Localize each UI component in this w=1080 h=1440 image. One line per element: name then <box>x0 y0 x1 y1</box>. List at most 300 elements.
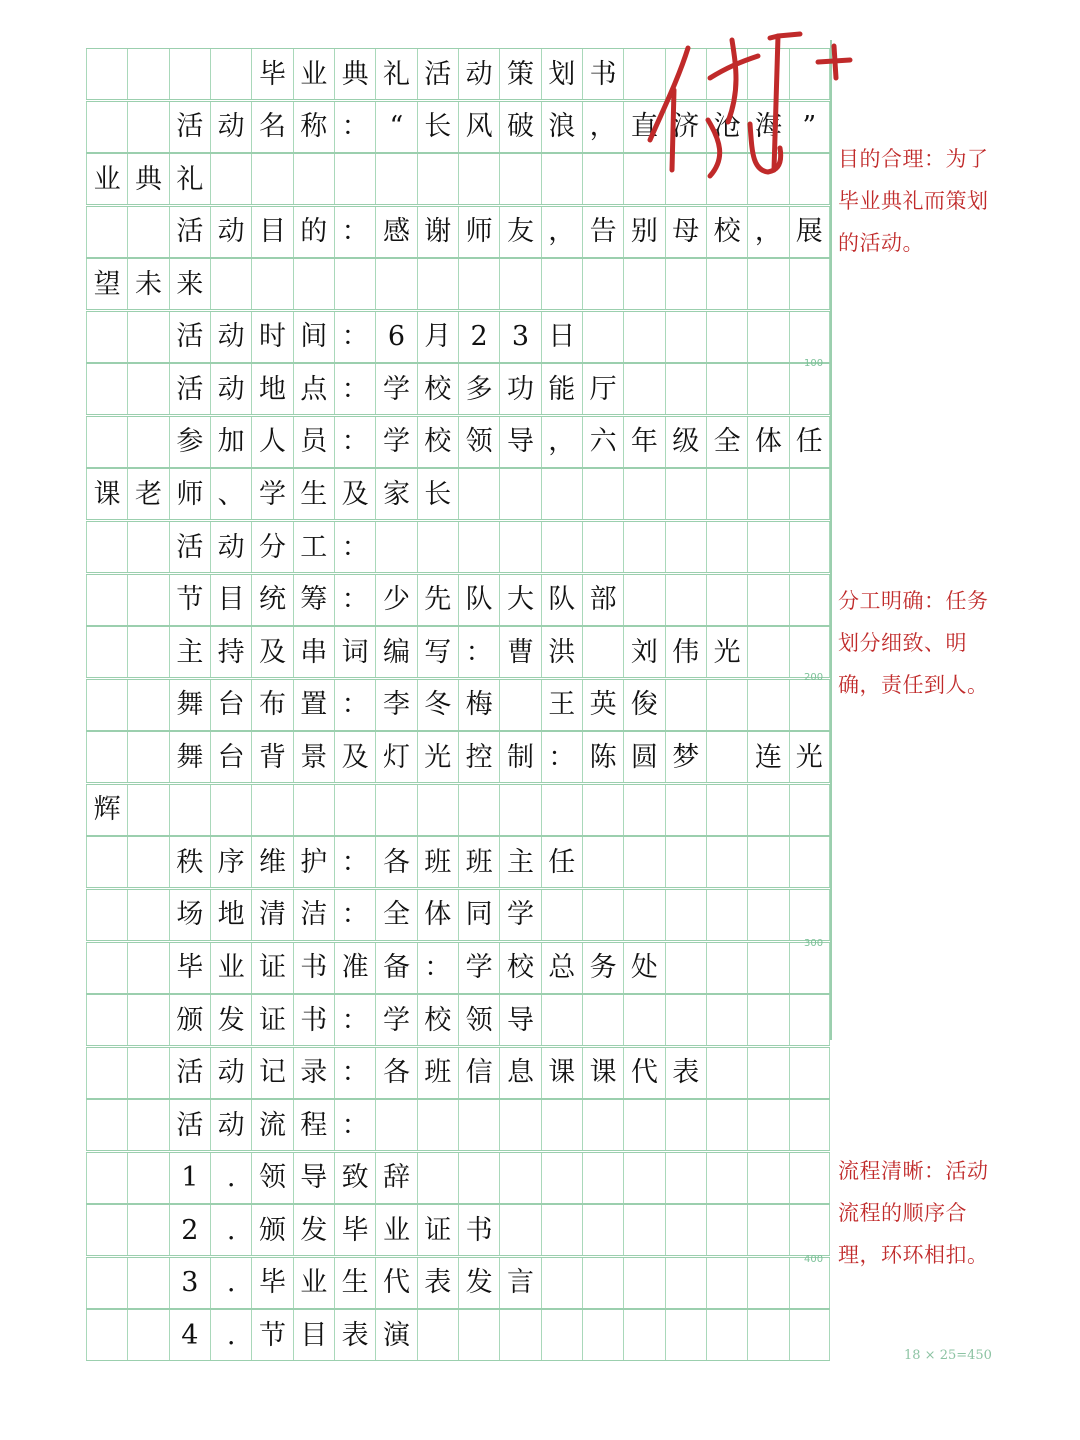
char-counter-300: 300 <box>804 938 824 949</box>
grid-cell: 沧 <box>706 102 747 152</box>
grid-cell: 能 <box>541 364 582 414</box>
grid-cell: . <box>210 1205 251 1255</box>
grid-cell <box>86 1048 127 1098</box>
grid-cell <box>86 890 127 940</box>
grid-cell <box>665 259 706 309</box>
grid-cell: 礼 <box>375 49 416 99</box>
grid-cell <box>499 259 540 309</box>
grid-cell: ： <box>541 732 582 782</box>
grid-cell: 记 <box>251 1048 292 1098</box>
grid-cell: 发 <box>210 995 251 1045</box>
grid-cell <box>623 1153 664 1203</box>
grid-cell <box>251 154 292 204</box>
grid-cell: 编 <box>375 627 416 677</box>
grid-cell: 任 <box>789 417 830 467</box>
grid-cell: 长 <box>417 102 458 152</box>
grid-cell: ： <box>458 627 499 677</box>
grid-cell: 点 <box>293 364 334 414</box>
grid-cell: 书 <box>293 943 334 993</box>
grid-cell <box>582 1153 623 1203</box>
grid-cell <box>789 627 830 677</box>
grid-cell <box>706 364 747 414</box>
grid-cell: 日 <box>541 312 582 362</box>
grid-cell: 程 <box>293 1100 334 1150</box>
grid-cell <box>623 1100 664 1150</box>
grid-cell <box>623 364 664 414</box>
grid-cell <box>582 1258 623 1308</box>
grid-cell <box>706 312 747 362</box>
grid-cell <box>789 522 830 572</box>
grid-cell <box>293 154 334 204</box>
grid-cell: 活 <box>169 312 210 362</box>
grid-cell <box>499 1310 540 1360</box>
grid-cell: 课 <box>541 1048 582 1098</box>
grid-cell <box>623 522 664 572</box>
grid-cell <box>747 943 788 993</box>
grid-cell <box>665 837 706 887</box>
grid-row <box>86 1099 830 1151</box>
teacher-note-purpose: 目的合理：为了毕业典礼而策划的活动。 <box>838 147 989 255</box>
grid-cell <box>541 1258 582 1308</box>
grid-cell <box>86 49 127 99</box>
grid-cell: 发 <box>293 1205 334 1255</box>
grid-cell: 台 <box>210 732 251 782</box>
grid-cell <box>582 1205 623 1255</box>
grid-cell <box>251 259 292 309</box>
grid-cell: 导 <box>499 417 540 467</box>
grid-cell <box>706 732 747 782</box>
grid-cell: ： <box>334 522 375 572</box>
grid-cell: 景 <box>293 732 334 782</box>
grid-cell: 人 <box>251 417 292 467</box>
grid-cell: 准 <box>334 943 375 993</box>
grid-cell <box>127 680 168 730</box>
grid-cell: 校 <box>499 943 540 993</box>
grid-cell <box>417 522 458 572</box>
grid-cell: 2 <box>169 1205 210 1255</box>
grid-cell: 动 <box>210 1048 251 1098</box>
grid-cell <box>789 364 830 414</box>
grid-cell: 冬 <box>417 680 458 730</box>
grid-cell: ： <box>334 312 375 362</box>
grid-cell: 台 <box>210 680 251 730</box>
grid-cell: ” <box>789 102 830 152</box>
grid-cell <box>127 732 168 782</box>
grid-cell: 全 <box>375 890 416 940</box>
grid-cell: 领 <box>251 1153 292 1203</box>
grid-cell <box>458 1310 499 1360</box>
grid-cell <box>127 207 168 257</box>
grid-cell: 舞 <box>169 680 210 730</box>
grid-cell: 布 <box>251 680 292 730</box>
grid-cell <box>127 49 168 99</box>
grid-cell: 业 <box>375 1205 416 1255</box>
grid-cell: ， <box>582 102 623 152</box>
grid-row <box>86 521 830 573</box>
grid-cell <box>169 49 210 99</box>
grid-cell <box>127 943 168 993</box>
grid-cell: 师 <box>458 207 499 257</box>
grid-cell: ： <box>334 207 375 257</box>
grid-cell <box>789 890 830 940</box>
grid-cell: 业 <box>293 49 334 99</box>
grid-cell: 及 <box>334 469 375 519</box>
grid-cell: 舞 <box>169 732 210 782</box>
grid-cell: 梅 <box>458 680 499 730</box>
grid-cell: 伟 <box>665 627 706 677</box>
grid-cell: 处 <box>623 943 664 993</box>
grid-cell <box>127 837 168 887</box>
grid-cell: 谢 <box>417 207 458 257</box>
grid-cell <box>582 627 623 677</box>
grid-cell <box>293 259 334 309</box>
grid-cell <box>541 785 582 835</box>
grid-cell <box>665 890 706 940</box>
grid-cell: 工 <box>293 522 334 572</box>
grid-cell <box>623 837 664 887</box>
grid-cell <box>747 785 788 835</box>
grid-cell <box>86 312 127 362</box>
grid-cell <box>747 1258 788 1308</box>
grid-cell: 代 <box>375 1258 416 1308</box>
grid-cell <box>706 995 747 1045</box>
grid-cell: 名 <box>251 102 292 152</box>
grid-cell <box>623 312 664 362</box>
grid-cell <box>375 522 416 572</box>
grid-cell: ： <box>334 417 375 467</box>
grid-cell: ， <box>541 207 582 257</box>
grid-cell: 持 <box>210 627 251 677</box>
grid-cell: ： <box>334 364 375 414</box>
grid-cell <box>789 259 830 309</box>
grid-cell: 毕 <box>251 49 292 99</box>
grid-cell: 校 <box>417 995 458 1045</box>
grid-cell: 李 <box>375 680 416 730</box>
grid-cell <box>665 1258 706 1308</box>
grid-cell <box>789 1258 830 1308</box>
grid-cell: 母 <box>665 207 706 257</box>
grid-cell <box>706 785 747 835</box>
grid-cell <box>706 1205 747 1255</box>
grid-cell: 员 <box>293 417 334 467</box>
grid-row <box>86 1309 830 1361</box>
grid-cell: ： <box>334 102 375 152</box>
grid-cell <box>499 680 540 730</box>
grid-cell <box>86 522 127 572</box>
grid-cell: 参 <box>169 417 210 467</box>
grid-cell <box>582 154 623 204</box>
grid-cell: 领 <box>458 417 499 467</box>
grid-cell <box>127 102 168 152</box>
grid-cell <box>127 417 168 467</box>
grid-cell: 动 <box>210 1100 251 1150</box>
grid-cell: 发 <box>458 1258 499 1308</box>
grid-cell <box>86 1310 127 1360</box>
grid-cell <box>375 1100 416 1150</box>
grid-cell: 控 <box>458 732 499 782</box>
grid-cell: 代 <box>623 1048 664 1098</box>
grid-cell <box>582 995 623 1045</box>
grid-cell: 毕 <box>169 943 210 993</box>
grid-cell <box>706 1100 747 1150</box>
grid-cell: . <box>210 1310 251 1360</box>
grid-cell: 全 <box>706 417 747 467</box>
grid-cell: 动 <box>210 312 251 362</box>
grid-cell: 词 <box>334 627 375 677</box>
grid-cell <box>665 522 706 572</box>
grid-cell <box>458 154 499 204</box>
grid-cell <box>747 995 788 1045</box>
grid-row <box>86 1204 830 1256</box>
grid-cell <box>623 890 664 940</box>
grid-cell <box>623 469 664 519</box>
grid-cell: 言 <box>499 1258 540 1308</box>
grid-cell: ： <box>334 890 375 940</box>
grid-cell <box>86 364 127 414</box>
grid-cell: 录 <box>293 1048 334 1098</box>
grid-cell: 队 <box>541 575 582 625</box>
grid-row <box>86 258 830 310</box>
grid-cell: 典 <box>127 154 168 204</box>
grid-cell <box>86 1100 127 1150</box>
grid-cell: 活 <box>169 522 210 572</box>
grid-cell: 友 <box>499 207 540 257</box>
grid-cell <box>86 680 127 730</box>
grid-cell: 目 <box>210 575 251 625</box>
grid-cell: ： <box>334 680 375 730</box>
grid-cell: 时 <box>251 312 292 362</box>
grid-row <box>86 363 830 415</box>
grid-cell <box>127 1310 168 1360</box>
grid-cell: 活 <box>169 364 210 414</box>
grid-cell: 班 <box>458 837 499 887</box>
grid-cell <box>789 995 830 1045</box>
grid-cell: 课 <box>86 469 127 519</box>
grid-cell: 及 <box>251 627 292 677</box>
grid-cell: 刘 <box>623 627 664 677</box>
grid-cell <box>251 785 292 835</box>
grid-cell <box>747 1048 788 1098</box>
grid-cell: 书 <box>458 1205 499 1255</box>
grid-cell: ， <box>747 207 788 257</box>
grid-cell <box>706 1048 747 1098</box>
grid-cell <box>210 49 251 99</box>
grid-cell <box>458 469 499 519</box>
grid-cell <box>541 1310 582 1360</box>
grid-cell: 制 <box>499 732 540 782</box>
grid-cell: 业 <box>210 943 251 993</box>
grid-cell <box>127 364 168 414</box>
grid-cell: 证 <box>417 1205 458 1255</box>
grid-cell: 业 <box>86 154 127 204</box>
grid-cell: 厅 <box>582 364 623 414</box>
grid-row <box>86 311 830 363</box>
grid-cell <box>706 680 747 730</box>
grid-cell <box>665 785 706 835</box>
grid-cell <box>747 1100 788 1150</box>
grid-cell <box>541 1100 582 1150</box>
grid-cell: 6 <box>375 312 416 362</box>
grid-cell: 置 <box>293 680 334 730</box>
grid-cell: 辉 <box>86 785 127 835</box>
grid-cell: 洪 <box>541 627 582 677</box>
grid-cell <box>210 259 251 309</box>
writing-grid <box>86 48 830 1362</box>
grid-cell <box>706 469 747 519</box>
grid-cell <box>665 1205 706 1255</box>
grid-cell: 地 <box>210 890 251 940</box>
grid-cell: ： <box>334 1100 375 1150</box>
grid-cell <box>127 1100 168 1150</box>
grid-cell: 王 <box>541 680 582 730</box>
grid-cell: 毕 <box>251 1258 292 1308</box>
grid-cell <box>623 995 664 1045</box>
grid-cell <box>665 680 706 730</box>
grid-cell <box>582 837 623 887</box>
grid-cell: 梦 <box>665 732 706 782</box>
grid-cell <box>334 154 375 204</box>
grid-cell: 颁 <box>169 995 210 1045</box>
grid-cell <box>789 680 830 730</box>
teacher-note-division: 分工明确：任务划分细致、明确，责任到人。 <box>838 589 989 697</box>
grid-cell: 典 <box>334 49 375 99</box>
char-counter-400: 400 <box>804 1254 824 1265</box>
grid-cell: 1 <box>169 1153 210 1203</box>
grid-cell <box>86 732 127 782</box>
grid-cell: 班 <box>417 837 458 887</box>
grid-row <box>86 836 830 888</box>
grid-cell: 部 <box>582 575 623 625</box>
grid-cell <box>665 1310 706 1360</box>
grid-cell: 场 <box>169 890 210 940</box>
grid-cell: “ <box>375 102 416 152</box>
grid-cell <box>499 522 540 572</box>
grid-cell: 序 <box>210 837 251 887</box>
grid-cell: 光 <box>706 627 747 677</box>
grid-cell: 学 <box>251 469 292 519</box>
grid-cell: 灯 <box>375 732 416 782</box>
grid-cell <box>789 575 830 625</box>
grid-cell <box>127 575 168 625</box>
grid-cell: 动 <box>210 102 251 152</box>
grid-cell: 动 <box>210 364 251 414</box>
grid-cell: 家 <box>375 469 416 519</box>
grid-cell <box>458 1153 499 1203</box>
grid-cell: 总 <box>541 943 582 993</box>
grid-cell: 学 <box>375 364 416 414</box>
grid-cell: 学 <box>458 943 499 993</box>
grid-cell: 来 <box>169 259 210 309</box>
grid-cell: 信 <box>458 1048 499 1098</box>
grid-cell: 曹 <box>499 627 540 677</box>
grid-cell: 生 <box>293 469 334 519</box>
grid-cell: 动 <box>210 207 251 257</box>
grid-cell <box>582 1100 623 1150</box>
grid-cell <box>127 1258 168 1308</box>
grid-cell: 未 <box>127 259 168 309</box>
grid-cell <box>789 312 830 362</box>
grid-cell: 光 <box>417 732 458 782</box>
grid-cell <box>499 154 540 204</box>
char-counter-100: 100 <box>804 358 824 369</box>
grid-cell <box>541 522 582 572</box>
grid-cell: 多 <box>458 364 499 414</box>
grid-cell: 大 <box>499 575 540 625</box>
grid-cell: 动 <box>458 49 499 99</box>
grid-cell: 节 <box>169 575 210 625</box>
grid-cell <box>86 837 127 887</box>
grid-cell <box>582 259 623 309</box>
grid-cell: 活 <box>169 1048 210 1098</box>
grid-row <box>86 1257 830 1309</box>
grid-cell: ： <box>334 1048 375 1098</box>
grid-cell <box>665 575 706 625</box>
grid-cell <box>86 1258 127 1308</box>
grid-cell <box>665 1153 706 1203</box>
grid-cell: 息 <box>499 1048 540 1098</box>
grid-cell: 六 <box>582 417 623 467</box>
grid-cell <box>747 627 788 677</box>
grid-cell <box>541 890 582 940</box>
grid-row <box>86 206 830 258</box>
grid-cell: 直 <box>623 102 664 152</box>
grid-cell: 济 <box>665 102 706 152</box>
grid-cell: 同 <box>458 890 499 940</box>
grid-row <box>86 679 830 731</box>
grid-cell <box>706 837 747 887</box>
grid-cell: 清 <box>251 890 292 940</box>
grid-cell <box>499 785 540 835</box>
grid-cell <box>499 1205 540 1255</box>
grid-cell: 书 <box>582 49 623 99</box>
grid-cell <box>582 890 623 940</box>
grid-cell <box>706 943 747 993</box>
grid-cell: 3 <box>499 312 540 362</box>
grid-cell <box>665 364 706 414</box>
grid-cell <box>623 575 664 625</box>
grid-cell: 辞 <box>375 1153 416 1203</box>
grid-cell: 目 <box>251 207 292 257</box>
grid-cell: 导 <box>293 1153 334 1203</box>
grid-row <box>86 468 830 520</box>
grid-cell <box>541 1205 582 1255</box>
grid-cell <box>86 102 127 152</box>
grid-cell <box>582 1310 623 1360</box>
grid-cell <box>499 469 540 519</box>
grid-cell <box>499 1153 540 1203</box>
grid-cell <box>127 1048 168 1098</box>
grid-cell <box>127 995 168 1045</box>
grid-cell <box>417 1100 458 1150</box>
grid-cell <box>789 1205 830 1255</box>
grid-cell: 队 <box>458 575 499 625</box>
grid-cell: 破 <box>499 102 540 152</box>
grid-cell: 课 <box>582 1048 623 1098</box>
grid-cell <box>789 1100 830 1150</box>
grid-cell: 学 <box>375 417 416 467</box>
grid-cell <box>86 1153 127 1203</box>
grid-cell <box>127 627 168 677</box>
grid-cell <box>623 1310 664 1360</box>
grid-cell: 背 <box>251 732 292 782</box>
grid-cell <box>417 1153 458 1203</box>
teacher-note-process: 流程清晰：活动流程的顺序合理，环环相扣。 <box>838 1159 989 1267</box>
grid-cell <box>747 364 788 414</box>
grid-cell: 的 <box>293 207 334 257</box>
grid-cell: 导 <box>499 995 540 1045</box>
grid-cell <box>417 154 458 204</box>
grid-cell: 加 <box>210 417 251 467</box>
